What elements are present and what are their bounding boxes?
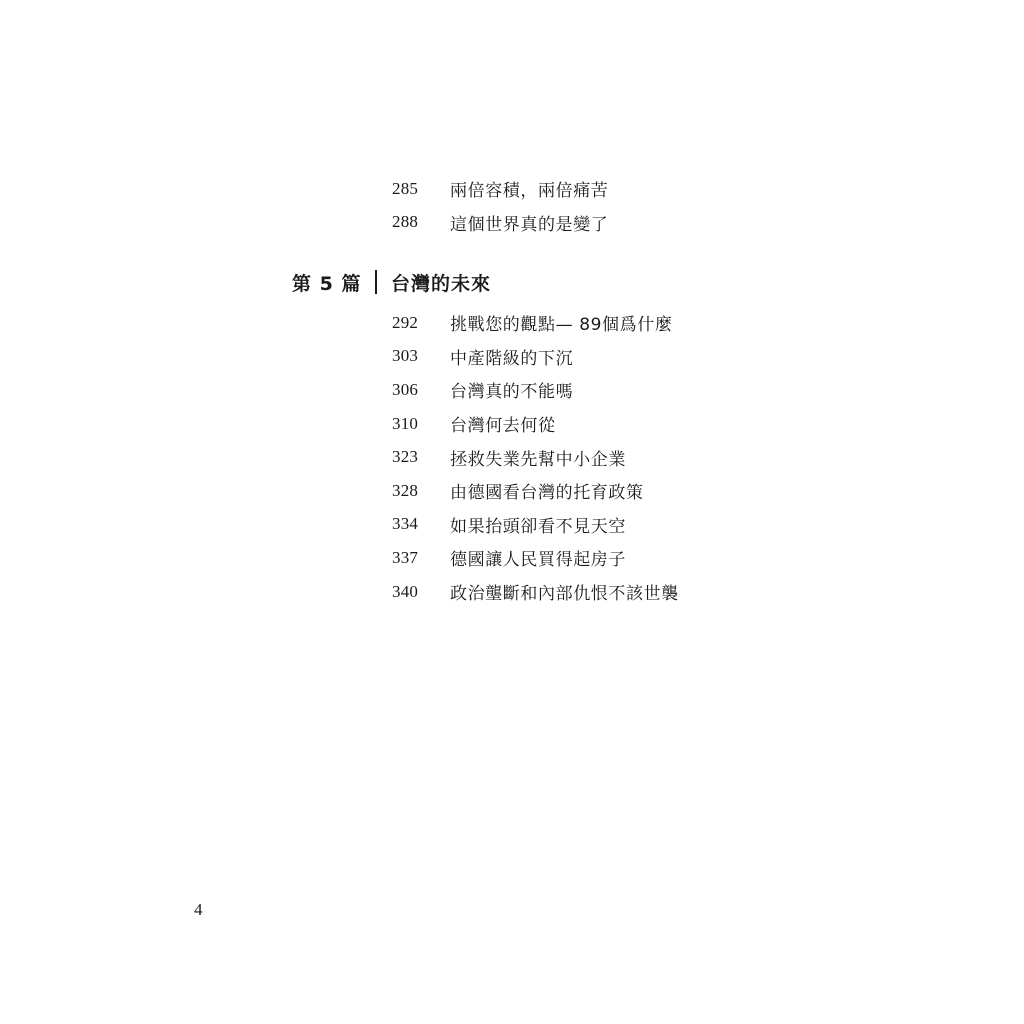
toc-entry (392, 541, 679, 575)
toc-page-number: 288 (392, 212, 419, 232)
part-title: 台灣的未來 (390, 272, 491, 295)
toc-page-number: 340 (392, 581, 419, 601)
toc-entry-title: 拯救失業先幫中小企業 (450, 449, 626, 470)
toc-entry-title: 挑戰您的觀點— 89個爲什麼 (450, 315, 673, 336)
toc-entry (392, 172, 608, 206)
toc-entry-title: 台灣何去何從 (450, 416, 556, 437)
toc-entry-title: 政治壟斷和內部仇恨不該世襲 (450, 584, 679, 605)
toc-entry (392, 440, 679, 474)
page-folio-number: 4 (194, 900, 203, 919)
toc-list-previous-part (392, 172, 608, 239)
toc-entry (392, 373, 679, 407)
toc-entry (392, 206, 608, 240)
toc-page-number: 328 (392, 480, 419, 500)
toc-page-number: 285 (392, 178, 419, 198)
part-heading (292, 266, 491, 298)
toc-entry-title: 兩倍容積，兩倍痛苦 (450, 181, 609, 202)
toc-page-number: 334 (392, 514, 419, 534)
toc-entry-title: 中產階級的下沉 (450, 348, 574, 369)
toc-entry-title: 由德國看台灣的托育政策 (450, 483, 644, 504)
part-label: 第 5 篇 (292, 272, 362, 295)
toc-entry (392, 575, 679, 609)
toc-entry-title: 如果抬頭卻看不見天空 (450, 516, 626, 537)
toc-entry (392, 407, 679, 441)
toc-page-number: 310 (392, 413, 419, 433)
part-separator (375, 270, 377, 294)
toc-entry-title: 台灣真的不能嗎 (450, 382, 574, 403)
toc-page-number: 337 (392, 547, 419, 567)
toc-page-number: 306 (392, 379, 419, 399)
toc-entry (392, 340, 679, 374)
toc-entry-title: 德國讓人民買得起房子 (450, 550, 626, 571)
toc-entry (392, 474, 679, 508)
toc-page-number: 303 (392, 346, 419, 366)
toc-page-number: 292 (392, 312, 419, 332)
toc-entry (392, 508, 679, 542)
toc-entry (392, 306, 679, 340)
toc-entry-title: 這個世界真的是變了 (450, 214, 609, 235)
toc-list-part-5 (392, 306, 679, 608)
toc-page-number: 323 (392, 447, 419, 467)
